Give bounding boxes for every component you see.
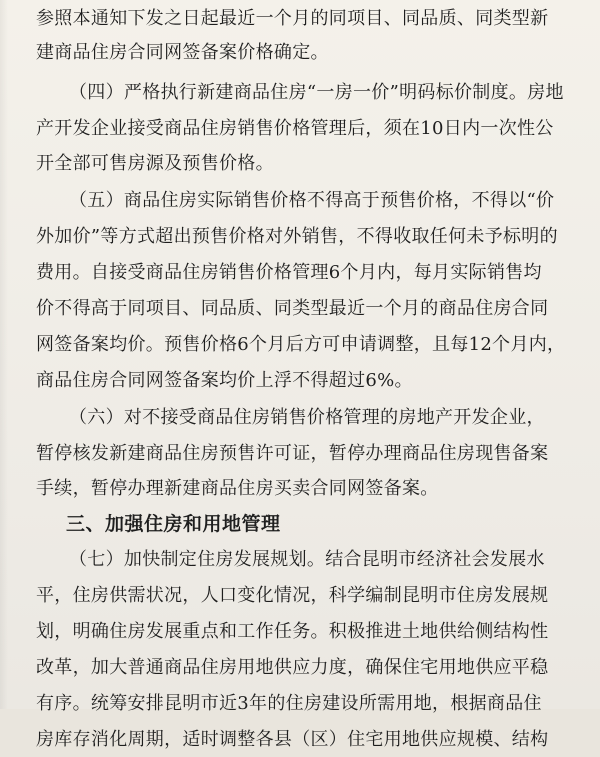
text-line: 房库存消化周期，适时调整各县（区）住宅用地供应规模、结构 [36, 729, 549, 750]
section-heading: 三、加强住房和用地管理 [66, 513, 281, 535]
text-line: 外加价”等方式超出预售价格对外销售，不得收取任何未予标明的 [36, 226, 558, 247]
text-line: （六）对不接受商品住房销售价格管理的房地产开发企业， [69, 407, 545, 428]
text-line: 开全部可售房源及预售价格。 [36, 153, 274, 174]
text-line: 手续，暂停办理新建商品住房买卖合同网签备案。 [36, 478, 439, 499]
text-line: 平，住房供需状况，人口变化情况，科学编制昆明市住房发展规 [36, 585, 549, 606]
text-line: 有序。统筹安排昆明市近3年的住房建设所需用地，根据商品住 [36, 693, 542, 714]
text-line: 参照本通知下发之日起最近一个月的同项目、同品质、同类型新 [36, 8, 549, 29]
text-line: （七）加快制定住房发展规划。结合昆明市经济社会发展水 [69, 549, 545, 570]
text-line: 建商品住房合同网签备案价格确定。 [36, 42, 329, 63]
page-shadow [0, 0, 8, 709]
text-line: （四）严格执行新建商品住房“一房一价”明码标价制度。房地 [69, 82, 564, 103]
text-line: 改革，加大普通商品住房用地供应力度，确保住宅用地供应平稳 [36, 657, 549, 678]
text-line: 划，明确住房发展重点和工作任务。积极推进土地供给侧结构性 [36, 621, 549, 642]
text-line: 价不得高于同项目、同品质、同类型最近一个月的商品住房合同 [36, 298, 549, 319]
text-line: （五）商品住房实际销售价格不得高于预售价格，不得以“价 [69, 190, 555, 211]
text-line: 费用。自接受商品住房销售价格管理6个月内，每月实际销售均 [36, 262, 542, 283]
text-line: 商品住房合同网签备案均价上浮不得超过6%。 [36, 370, 413, 391]
text-line: 网签备案均价。预售价格6个月后方可申请调整，且每12个月内， [36, 334, 566, 355]
text-line: 产开发企业接受商品住房销售价格管理后，须在10日内一次性公 [36, 118, 554, 139]
text-line: 暂停核发新建商品住房预售许可证，暂停办理商品住房现售备案 [36, 443, 549, 464]
